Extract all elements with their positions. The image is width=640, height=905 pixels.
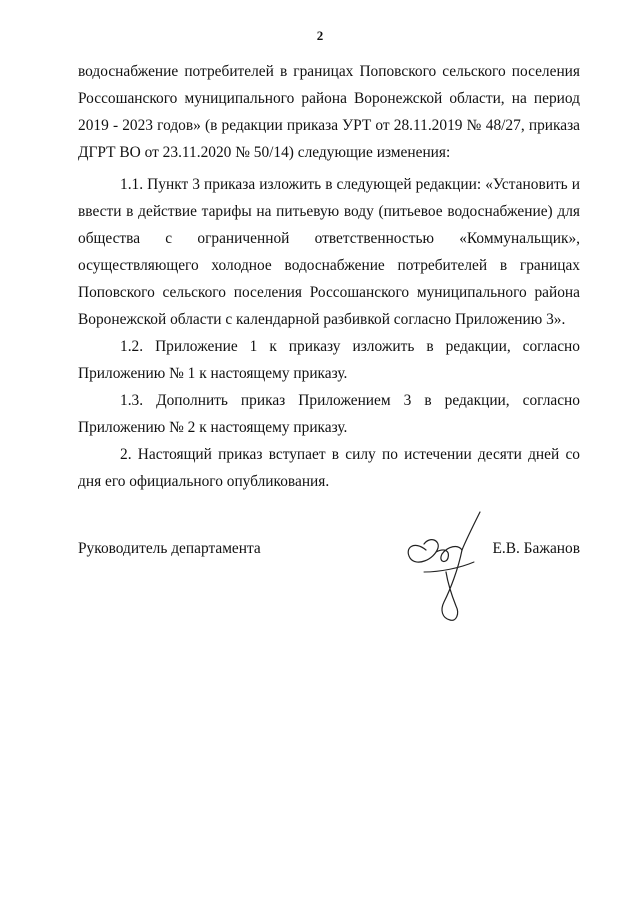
paragraph-item-1-1: 1.1. Пункт 3 приказа изложить в следующей редакции: «Установить и ввести в действие тарифы на питьевую воду (питьевое водоснабжение) для общества с ограниченной ответственностью «Коммунальщик», осуществляющего холодное водоснабжение потребителей в границах Поповского сельского поселения Россошанского муниципального района Воронежской области с календарной разбивкой согласно Приложению 3».: [78, 176, 580, 328]
handwritten-signature: [400, 510, 500, 630]
document-body: [78, 58, 580, 495]
paragraph-item-2: 2. Настоящий приказ вступает в силу по истечении десяти дней со дня его официального опубликования.: [78, 446, 580, 490]
intro-paragraph: водоснабжение потребителей в границах Поповского сельского поселения Россошанского муниципального района Воронежской области, на период 2019 - 2023 годов» (в редакции приказа УРТ от 28.11.2019 № 48/27, приказа ДГРТ ВО от 23.11.2020 № 50/14) следующие изменения:: [78, 63, 580, 161]
paragraph-item-1-3: 1.3. Дополнить приказ Приложением 3 в редакции, согласно Приложению № 2 к настоящему приказу.: [78, 392, 580, 436]
signature-block: [78, 540, 580, 570]
signer-title: Руководитель департамента: [78, 540, 261, 557]
signer-name: Е.В. Бажанов: [492, 540, 580, 557]
page-number: 2: [316, 28, 324, 43]
paragraph-item-1-2: 1.2. Приложение 1 к приказу изложить в редакции, согласно Приложению № 1 к настоящему приказу.: [78, 338, 580, 382]
